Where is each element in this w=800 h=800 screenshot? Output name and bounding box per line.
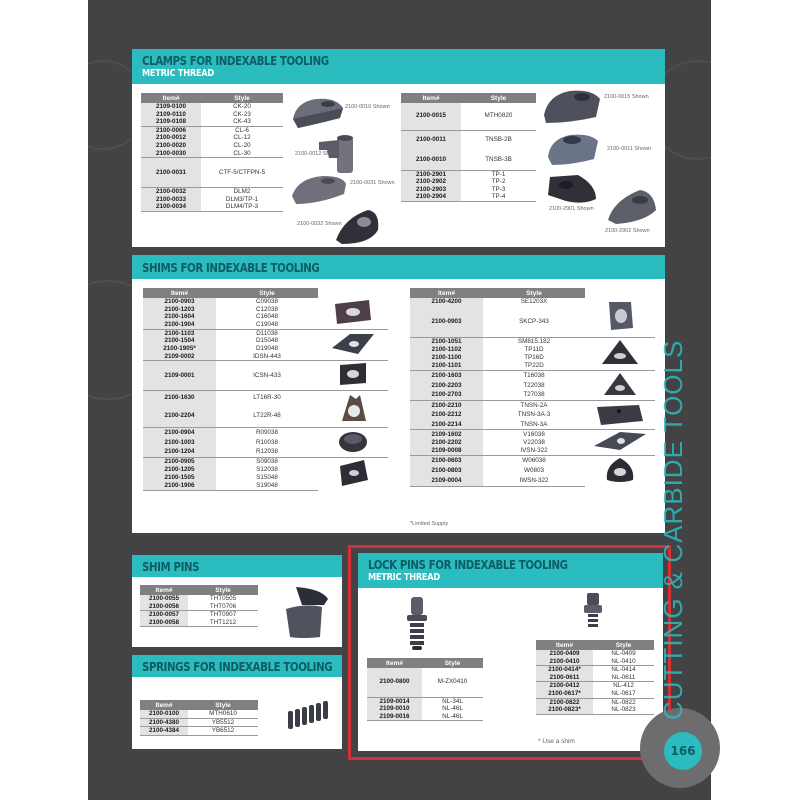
- image-caption: 2100-0012 Shown: [295, 151, 340, 157]
- shim-t-image: [602, 371, 638, 397]
- item-number: 2109-0002: [143, 353, 216, 361]
- style-code: CL-6: [201, 126, 283, 134]
- style-code: CL-20: [233, 141, 251, 149]
- item-number: 2100-0057: [140, 611, 188, 619]
- table-row: [401, 178, 536, 186]
- style-code: CK-23: [233, 110, 251, 118]
- item-number: 2109-0008: [410, 447, 483, 456]
- table-row: [410, 337, 655, 346]
- item-number: 2100-2212: [410, 410, 483, 419]
- side-label: CUTTING & CARBIDE TOOLS: [658, 339, 688, 720]
- col-header-style: Style: [593, 640, 654, 650]
- style-code: T27038: [523, 391, 545, 399]
- style-code: TNSB-3B: [485, 155, 512, 163]
- item-number: 2100-4384: [140, 727, 188, 736]
- table-row: [141, 134, 283, 142]
- table-row: [141, 118, 283, 126]
- item-number: 2100-2202: [410, 439, 483, 447]
- style-code: DLM3/TP-1: [225, 195, 259, 203]
- style-code: C09038: [255, 298, 279, 306]
- clamp-tnsb-image: [544, 131, 600, 167]
- table-row: [401, 103, 536, 130]
- shim-pins-section: [132, 555, 342, 647]
- style-code: CK-20: [233, 103, 251, 110]
- style-code: THT0706: [209, 602, 237, 610]
- style-code: TNSN-3A: [520, 420, 548, 428]
- col-header-item: Item#: [536, 640, 593, 650]
- item-number: 2109-0001: [143, 361, 216, 391]
- style-code: T22038: [523, 381, 545, 389]
- item-number: 2100-0903: [410, 306, 483, 337]
- clamps-header: [132, 49, 665, 84]
- item-number: 2100-1204: [143, 447, 216, 457]
- shim-ic-image: [336, 361, 370, 387]
- table-row: [143, 298, 388, 306]
- item-number: 2100-1051: [410, 337, 483, 346]
- item-number: 2100-1205: [143, 466, 216, 474]
- image-caption: 2100-0011 Shown: [607, 146, 652, 152]
- springs-table: [140, 700, 258, 736]
- table-row: [410, 430, 655, 439]
- clamp-tp2-image: [604, 186, 659, 226]
- style-code: SE1203X: [520, 298, 548, 306]
- style-code: NL-0409: [611, 650, 636, 657]
- col-header-item: Item#: [140, 585, 188, 595]
- item-number: 2109-0016: [367, 713, 422, 721]
- item-number: 2100-1906: [143, 482, 216, 491]
- style-code: TNSB-2B: [461, 130, 536, 150]
- item-number: 2100-1604: [143, 313, 216, 321]
- table-row: [367, 668, 483, 697]
- shim-v-image: [592, 430, 648, 452]
- section-title: LOCK PINS FOR INDEXABLE TOOLING: [368, 557, 568, 572]
- item-number: 2100-2901: [401, 170, 461, 178]
- lock-pin-mzx-image: [402, 595, 432, 653]
- shim-tp-image: [600, 338, 640, 368]
- item-number: 2100-2903: [401, 186, 461, 194]
- item-number: 2100-1504: [143, 337, 216, 345]
- shim-pins-table: [140, 585, 258, 627]
- page-number-badge: 166: [664, 732, 702, 770]
- item-number: 2100-0603: [410, 455, 483, 466]
- item-number: 2100-0034: [141, 203, 201, 211]
- style-code: IDSN-443: [253, 352, 281, 360]
- table-row: [143, 428, 388, 438]
- item-number: 2100-0032: [141, 188, 201, 196]
- item-number: 2100-4380: [140, 718, 188, 727]
- item-number: 2100-1102: [410, 346, 483, 354]
- shim-r-image: [336, 428, 370, 454]
- style-code: T16038: [483, 371, 585, 381]
- table-row: [536, 666, 654, 674]
- style-code: TP11D: [524, 346, 544, 354]
- item-number: 2109-1602: [410, 430, 483, 439]
- item-number: 2100-0058: [140, 619, 188, 627]
- item-number: 2100-0055: [140, 595, 188, 603]
- item-number: 2100-0905: [143, 457, 216, 466]
- col-header-item: Item#: [143, 288, 216, 298]
- style-code: W06038: [483, 455, 585, 466]
- item-number: 2100-0010: [401, 150, 461, 170]
- item-number: 2100-2902: [401, 178, 461, 186]
- style-code: M-ZX0410: [437, 678, 468, 686]
- lock-pin-nl-image: [580, 591, 606, 633]
- table-row: [141, 103, 283, 111]
- table-row: [410, 371, 655, 381]
- style-code: NL-34L: [422, 697, 483, 705]
- table-row: [410, 298, 655, 306]
- col-header-item: Item#: [367, 658, 422, 668]
- item-number: 2100-1904: [143, 321, 216, 329]
- table-row: [141, 150, 283, 158]
- table-row: [536, 706, 654, 714]
- item-number: 2100-0056: [140, 603, 188, 611]
- style-code: THT1212: [188, 619, 258, 627]
- table-row: [536, 682, 654, 690]
- table-row: [141, 142, 283, 150]
- item-number: 2100-0031: [141, 158, 201, 188]
- col-header-style: Style: [188, 700, 258, 710]
- item-number: 2100-0015: [401, 103, 461, 130]
- item-number: 2100-2203: [410, 381, 483, 390]
- item-number: 2100-0030: [141, 150, 201, 158]
- item-number: 2100-2703: [410, 390, 483, 400]
- style-code: C16048: [255, 313, 279, 321]
- table-row: [141, 158, 283, 188]
- table-row: [401, 150, 536, 170]
- item-number: 2100-1103: [143, 329, 216, 337]
- item-number: 2100-0414*: [536, 666, 593, 674]
- clamp-ctf-image: [288, 172, 350, 208]
- style-code: NL-0410: [611, 657, 636, 665]
- image-caption: 2100-0031 Shown: [350, 180, 395, 186]
- item-number: 2100-0904: [143, 428, 216, 438]
- col-header-style: Style: [216, 288, 318, 298]
- item-number: 2109-0004: [410, 476, 483, 487]
- image-caption: 2100-0010 Shown: [345, 104, 390, 110]
- item-number: 2109-0110: [141, 111, 201, 119]
- item-number: 2100-2904: [401, 193, 461, 201]
- item-number: 2100-0100: [140, 710, 188, 718]
- section-title: SHIM PINS: [142, 559, 200, 574]
- shim-tnsn-image: [595, 401, 645, 427]
- item-number: 2100-1100: [410, 354, 483, 362]
- style-code: TP16D: [524, 354, 544, 362]
- style-code: LT22R-48: [253, 412, 281, 419]
- table-row: [367, 713, 483, 721]
- image-caption: 2100-2901 Shown: [549, 206, 594, 212]
- table-row: [141, 188, 283, 196]
- style-code: ICSN-433: [216, 361, 318, 391]
- col-header-style: Style: [422, 658, 483, 668]
- style-code: TNSN-3A-3: [517, 411, 551, 419]
- table-row: [536, 690, 654, 698]
- style-code: S09038: [216, 457, 318, 466]
- style-code: R10038: [255, 438, 279, 446]
- style-code: S15048: [256, 474, 278, 482]
- style-code: MTH0820: [484, 112, 513, 120]
- style-code: D19048: [255, 344, 279, 352]
- item-number: 2100-1003: [143, 438, 216, 447]
- style-code: LT16R-30: [216, 390, 318, 404]
- lock-pins-left-table: [367, 658, 483, 721]
- col-header-style: Style: [201, 93, 283, 103]
- item-number: 2109-0108: [141, 118, 201, 126]
- springs-section: [132, 655, 342, 749]
- item-number: 2100-0033: [141, 196, 201, 204]
- item-number: 2100-2210: [410, 400, 483, 410]
- table-row: [367, 705, 483, 713]
- table-row: [401, 170, 536, 178]
- style-code: MTH0610: [209, 710, 237, 717]
- style-code: S12038: [256, 466, 278, 474]
- table-row: [367, 697, 483, 705]
- style-code: SKCP-343: [519, 317, 549, 325]
- style-code: DLM2: [201, 188, 283, 196]
- style-code: C19048: [255, 320, 279, 328]
- style-code: D15048: [255, 337, 279, 345]
- table-row: [410, 400, 655, 410]
- table-row: [536, 650, 654, 658]
- section-title: SPRINGS FOR INDEXABLE TOOLING: [142, 659, 333, 674]
- clamps-section: [132, 49, 665, 247]
- section-subtitle: METRIC THREAD: [142, 68, 214, 79]
- table-row: [140, 603, 258, 611]
- style-code: THT0505: [209, 595, 237, 602]
- style-code: CK-43: [233, 118, 251, 126]
- style-code: NL-0414: [593, 666, 654, 674]
- table-row: [141, 126, 283, 134]
- item-number: 2100-0803: [410, 466, 483, 476]
- style-code: D11038: [216, 329, 318, 337]
- style-code: TP-4: [461, 193, 536, 201]
- shim-se-image: [603, 298, 637, 334]
- style-code: DLM4/TP-3: [201, 203, 283, 211]
- table-row: [143, 361, 388, 391]
- limited-supply-note: *Limited Supply: [410, 521, 449, 527]
- style-code: R12038: [255, 448, 279, 456]
- style-code: THT0907: [188, 611, 258, 619]
- table-row: [140, 595, 258, 603]
- item-number: 2100-0412: [536, 682, 593, 690]
- shims-right-table: [410, 288, 655, 487]
- table-row: [536, 674, 654, 682]
- item-number: 2100-4200: [410, 298, 483, 306]
- shim-d-image: [330, 330, 376, 358]
- section-title: CLAMPS FOR INDEXABLE TOOLING: [142, 53, 329, 68]
- shims-section: [132, 255, 665, 533]
- shim-lt-image: [336, 391, 370, 425]
- shims-left-table: [143, 288, 388, 491]
- style-code: V22038: [523, 438, 545, 446]
- table-row: [536, 698, 654, 706]
- shim-pin-image: [282, 583, 334, 641]
- item-number: 2100-1505: [143, 474, 216, 482]
- item-number: 2100-0011: [401, 130, 461, 150]
- style-code: TP22D: [524, 362, 544, 370]
- item-number: 2100-0617*: [536, 690, 593, 698]
- style-code: NL-0822: [593, 698, 654, 706]
- clamp-tp1-image: [544, 171, 599, 209]
- style-code: TP-2: [491, 178, 506, 186]
- item-number: 2100-1630: [143, 390, 216, 404]
- table-row: [410, 455, 655, 466]
- image-caption: 2100-2902 Shown: [605, 228, 650, 234]
- col-header-style: Style: [188, 585, 258, 595]
- item-number: 2100-0903: [143, 298, 216, 306]
- image-caption: 2100-0015 Shown: [604, 94, 649, 100]
- table-row: [140, 710, 258, 718]
- section-title: SHIMS FOR INDEXABLE TOOLING: [142, 260, 320, 275]
- item-number: 2100-0611: [536, 674, 593, 682]
- table-row: [401, 193, 536, 201]
- style-code: TNSN-2A: [483, 400, 585, 410]
- shim-pins-header: [132, 555, 342, 577]
- col-header-item: Item#: [410, 288, 483, 298]
- item-number: 2100-0006: [141, 126, 201, 134]
- shim-c-image: [331, 298, 375, 326]
- item-number: 2109-0010: [367, 705, 422, 713]
- lock-pins-header: [358, 553, 663, 588]
- clamp-mth-image: [540, 87, 602, 127]
- col-header-style: Style: [483, 288, 585, 298]
- clamps-left-table: [141, 93, 283, 212]
- image-caption: 2100-0032 Shown: [297, 221, 342, 227]
- style-code: V16038: [483, 430, 585, 439]
- item-number: 2109-0100: [141, 103, 201, 111]
- style-code: TP-1: [461, 170, 536, 178]
- col-header-item: Item#: [140, 700, 188, 710]
- shim-s-image: [336, 458, 370, 488]
- shim-w-image: [603, 456, 637, 484]
- style-code: R09038: [216, 428, 318, 438]
- style-code: NL-412: [593, 682, 654, 690]
- table-row: [401, 130, 536, 150]
- table-row: [143, 329, 388, 337]
- style-code: NL-0823: [593, 706, 654, 714]
- col-header-item: Item#: [401, 93, 461, 103]
- style-code: IVSN-322: [520, 447, 548, 455]
- col-header-item: Item#: [141, 93, 201, 103]
- style-code: CL-12: [233, 134, 251, 142]
- item-number: 2100-0822: [536, 698, 593, 706]
- springs-header: [132, 655, 342, 677]
- style-code: TP-3: [491, 185, 506, 193]
- table-row: [141, 203, 283, 211]
- style-code: CL-30: [233, 149, 251, 157]
- style-code: NL-0611: [611, 673, 636, 681]
- use-shim-note: * Use a shim: [538, 738, 575, 745]
- item-number: 2100-2204: [143, 404, 216, 428]
- table-row: [140, 619, 258, 627]
- style-code: YB6512: [188, 727, 258, 736]
- table-row: [536, 658, 654, 666]
- style-code: SM815.182: [483, 337, 585, 346]
- style-code: NL-0617: [611, 689, 636, 697]
- clamp-ck-image: [288, 94, 348, 134]
- item-number: 2100-0020: [141, 142, 201, 150]
- style-code: C12038: [255, 305, 279, 313]
- style-code: CTF-5/CTFPN-5: [201, 158, 283, 188]
- item-number: 2100-1603: [410, 371, 483, 381]
- lock-pins-right-table: [536, 640, 654, 715]
- style-code: W0803: [524, 467, 544, 475]
- item-number: 2100-0409: [536, 650, 593, 658]
- item-number: 2100-0823*: [536, 706, 593, 714]
- table-row: [141, 111, 283, 119]
- table-row: [143, 457, 388, 466]
- spring-image: [284, 699, 334, 735]
- section-subtitle: METRIC THREAD: [368, 572, 440, 583]
- style-code: YB5512: [188, 718, 258, 727]
- lock-pins-section: [358, 553, 663, 751]
- table-row: [141, 196, 283, 204]
- style-code: NL-46L: [422, 713, 483, 721]
- shims-header: [132, 255, 665, 279]
- table-row: [140, 611, 258, 619]
- col-header-style: Style: [461, 93, 536, 103]
- style-code: S19048: [216, 482, 318, 491]
- clamps-right-table: [401, 93, 536, 202]
- table-row: [140, 718, 258, 727]
- item-number: 2100-1203: [143, 306, 216, 314]
- item-number: 2100-0410: [536, 658, 593, 666]
- table-row: [140, 727, 258, 736]
- table-row: [143, 390, 388, 404]
- item-number: 2100-0800: [367, 668, 422, 697]
- item-number: 2100-0012: [141, 134, 201, 142]
- item-number: 2109-0014: [367, 697, 422, 705]
- item-number: 2100-2214: [410, 420, 483, 430]
- item-number: 2100-1101: [410, 362, 483, 371]
- table-row: [401, 186, 536, 194]
- style-code: NL-46L: [442, 705, 463, 713]
- style-code: IWSN-322: [483, 476, 585, 487]
- item-number: 2100-1905*: [143, 345, 216, 353]
